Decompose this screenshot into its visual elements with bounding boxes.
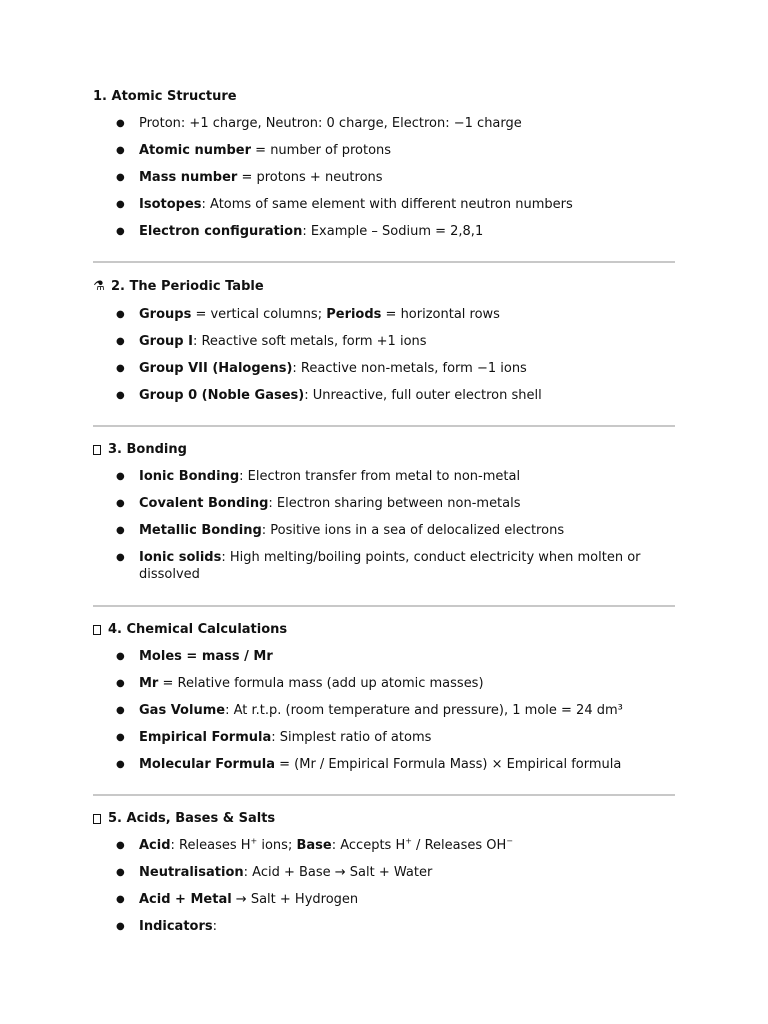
section-heading <box>93 278 675 296</box>
list-item <box>93 360 675 377</box>
bullet-icon: ● <box>116 498 125 509</box>
item-text: ions; <box>257 838 297 853</box>
missing-glyph-icon <box>93 445 101 455</box>
bullet-icon: ● <box>116 471 125 482</box>
item-term: Covalent Bonding <box>139 496 269 511</box>
section-title: 4. Chemical Calculations <box>108 622 288 637</box>
list-item <box>93 891 675 908</box>
bullet-icon: ● <box>116 867 125 878</box>
item-term: Group 0 (Noble Gases) <box>139 388 305 403</box>
list-item <box>93 333 675 350</box>
bullet-icon: ● <box>116 651 125 662</box>
item-text: : Unreactive, full outer electron shell <box>304 388 542 403</box>
list-item <box>93 495 675 512</box>
section-divider <box>93 261 675 263</box>
list-item <box>93 918 675 935</box>
item-text: : Simplest ratio of atoms <box>271 730 432 745</box>
bullet-list <box>93 648 675 773</box>
item-text: = protons + neutrons <box>237 170 383 185</box>
bullet-icon: ● <box>116 390 125 401</box>
bullet-icon: ● <box>116 226 125 237</box>
superscript: + <box>405 836 412 846</box>
list-item <box>93 549 675 583</box>
item-term: Electron configuration <box>139 224 303 239</box>
item-text: : High melting/boiling points, conduct electricity when molten or <box>221 550 641 565</box>
item-term: Ionic solids <box>139 550 222 565</box>
section-title: 2. The Periodic Table <box>111 279 264 294</box>
item-text: : Acid + Base → Salt + Water <box>243 865 433 880</box>
section-atomic-structure <box>93 88 675 240</box>
list-item <box>93 115 675 132</box>
section-bonding <box>93 441 675 583</box>
section-heading <box>93 621 675 639</box>
list-item <box>93 864 675 881</box>
section-title: 1. Atomic Structure <box>93 89 237 104</box>
item-term: Periods <box>326 307 382 322</box>
bullet-icon: ● <box>116 336 125 347</box>
section-title: 3. Bonding <box>108 442 187 457</box>
section-periodic-table <box>93 278 675 404</box>
item-term: Acid + Metal <box>139 892 232 907</box>
item-text: : Reactive soft metals, form +1 ions <box>192 334 427 349</box>
microscope-icon: ⚗ <box>93 279 105 294</box>
bullet-list <box>93 306 675 404</box>
list-item <box>93 648 675 665</box>
item-text: : Releases H <box>170 838 251 853</box>
item-term: Metallic Bonding <box>139 523 262 538</box>
item-text: : At r.t.p. (room temperature and pressure), 1 mole = 24 dm³ <box>225 703 623 718</box>
item-text: = number of protons <box>251 143 392 158</box>
bullet-list <box>93 837 675 935</box>
item-text: / Releases OH <box>411 838 507 853</box>
bullet-icon: ● <box>116 921 125 932</box>
superscript: − <box>506 836 513 846</box>
list-item <box>93 142 675 159</box>
list-item <box>93 729 675 746</box>
list-item <box>93 702 675 719</box>
item-text: : Atoms of same element with different neutron numbers <box>201 197 573 212</box>
bullet-icon: ● <box>116 118 125 129</box>
bullet-icon: ● <box>116 309 125 320</box>
section-title: 5. Acids, Bases & Salts <box>108 811 276 826</box>
list-item <box>93 223 675 240</box>
list-item <box>93 522 675 539</box>
bullet-icon: ● <box>116 840 125 851</box>
item-text: = horizontal rows <box>381 307 500 322</box>
item-term: Group VII (Halogens) <box>139 361 293 376</box>
list-item <box>93 387 675 404</box>
item-term: Base <box>296 838 332 853</box>
item-text: : Positive ions in a sea of delocalized electrons <box>261 523 565 538</box>
bullet-icon: ● <box>116 145 125 156</box>
bullet-icon: ● <box>116 759 125 770</box>
item-term: Empirical Formula <box>139 730 272 745</box>
item-text: = (Mr / Empirical Formula Mass) × Empirical formula <box>275 757 622 772</box>
section-divider <box>93 794 675 796</box>
item-text: Proton: +1 charge, Neutron: 0 charge, Electron: −1 charge <box>139 116 522 131</box>
item-text: = Relative formula mass (add up atomic masses) <box>158 676 484 691</box>
list-item <box>93 837 675 854</box>
superscript: + <box>250 836 258 846</box>
list-item <box>93 468 675 485</box>
section-chemical-calculations <box>93 621 675 773</box>
section-heading <box>93 810 675 828</box>
item-text: : Reactive non-metals, form −1 ions <box>292 361 527 376</box>
list-item <box>93 306 675 323</box>
item-term: Mass number <box>139 170 238 185</box>
item-term: Group I <box>139 334 193 349</box>
list-item <box>93 756 675 773</box>
section-divider <box>93 605 675 607</box>
section-divider <box>93 425 675 427</box>
bullet-list <box>93 468 675 583</box>
item-term: Molecular Formula <box>139 757 275 772</box>
item-term: Groups <box>139 307 192 322</box>
item-term: Neutralisation <box>139 865 244 880</box>
missing-glyph-icon <box>93 814 101 824</box>
item-term: Atomic number <box>139 143 252 158</box>
item-term: Moles = mass / Mr <box>139 649 273 664</box>
item-text: dissolved <box>139 567 200 582</box>
missing-glyph-icon <box>93 625 101 635</box>
list-item <box>93 196 675 213</box>
bullet-icon: ● <box>116 172 125 183</box>
bullet-icon: ● <box>116 894 125 905</box>
section-heading <box>93 441 675 459</box>
section-heading <box>93 88 675 106</box>
item-term: Indicators <box>139 919 213 934</box>
bullet-icon: ● <box>116 552 125 563</box>
list-item <box>93 169 675 186</box>
bullet-icon: ● <box>116 363 125 374</box>
item-text: : Electron sharing between non-metals <box>268 496 521 511</box>
bullet-icon: ● <box>116 678 125 689</box>
bullet-icon: ● <box>116 199 125 210</box>
bullet-icon: ● <box>116 525 125 536</box>
item-term: Gas Volume <box>139 703 226 718</box>
list-item <box>93 675 675 692</box>
item-text: : Accepts H <box>331 838 406 853</box>
item-text: : Electron transfer from metal to non-metal <box>239 469 521 484</box>
item-text: : Example – Sodium = 2,8,1 <box>302 224 484 239</box>
bullet-icon: ● <box>116 732 125 743</box>
item-text: = vertical columns; <box>191 307 327 322</box>
bullet-icon: ● <box>116 705 125 716</box>
item-term: Ionic Bonding <box>139 469 240 484</box>
section-acids-bases-salts <box>93 810 675 935</box>
item-term: Isotopes <box>139 197 202 212</box>
item-text: → Salt + Hydrogen <box>231 892 359 907</box>
item-text: : <box>212 919 218 934</box>
bullet-list <box>93 115 675 240</box>
item-term: Mr <box>139 676 159 691</box>
item-term: Acid <box>139 838 171 853</box>
